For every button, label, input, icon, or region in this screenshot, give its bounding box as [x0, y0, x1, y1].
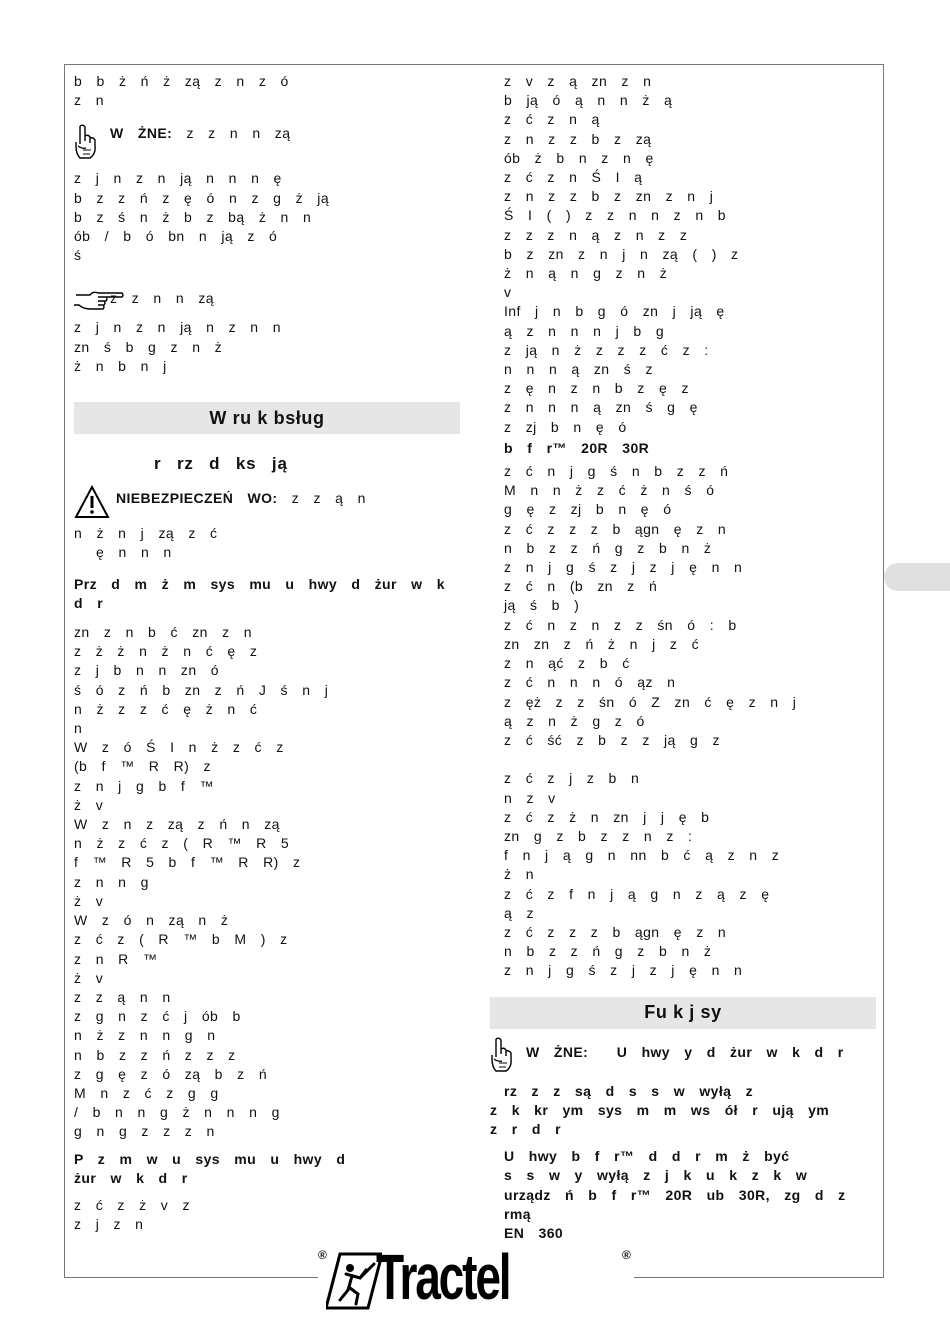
- body-line: f n j ą g n nn b ć ą z n z: [504, 847, 780, 864]
- body-line: W z n z zą z ń n zą: [74, 816, 280, 833]
- body-line: z ć n (b zn z ń: [504, 578, 658, 595]
- body-line: ż n ą n g z n ż: [504, 265, 668, 282]
- note-important-label: W ŻNE:: [526, 1043, 589, 1060]
- registered-mark: ®: [318, 1248, 327, 1262]
- danger-note: [74, 485, 460, 524]
- danger-line: n ż n j zą z ć: [74, 525, 218, 542]
- body-line: ą z n n n j b g: [504, 322, 665, 339]
- right-column: [490, 72, 876, 1243]
- pointing-finger-icon: [74, 124, 110, 169]
- body-line: (b f ™ R R) z: [74, 758, 211, 775]
- tractel-logo: [318, 1241, 634, 1313]
- body-line: n ż z n n g n: [74, 1027, 216, 1044]
- note-line: ś: [74, 247, 82, 264]
- body-line: n z v: [504, 789, 556, 806]
- body-line: b ją ó ą n n ż ą: [504, 92, 673, 109]
- body-line: / b n n g ż n n n g: [74, 1104, 280, 1121]
- body-line: z n R ™: [74, 950, 158, 967]
- body-line: g n g z z z n: [74, 1123, 215, 1140]
- bold-para: P z m w u sys mu u hwy d: [74, 1150, 346, 1167]
- body-line: z ć z z z b ągn ę z n: [504, 520, 727, 537]
- brand-name: Tractel: [376, 1241, 510, 1313]
- body-line: Inf j n b g ó zn j ją ę: [504, 303, 725, 320]
- note-important-label: W ŻNE:: [110, 125, 173, 142]
- intro-line-2: z n: [74, 92, 104, 109]
- body-line: n: [74, 720, 83, 737]
- note-line: ób / b ó bn n ją z ó: [74, 228, 278, 245]
- body-line: [504, 750, 876, 769]
- body-line: z n n g: [74, 873, 149, 890]
- body-line: z n j g ś z j z j ę n n: [504, 962, 743, 979]
- pointing-finger-icon: [490, 1037, 526, 1082]
- body-line: z ć n z n z z śn ó : b: [504, 616, 737, 633]
- body-line: z ć z ( R ™ b M ) z: [74, 931, 288, 948]
- body-line: z n z z b z zą: [504, 130, 652, 147]
- sub-heading: r rz d ks ją: [154, 454, 288, 474]
- body-line: ś ó z ń b zn z ń J ś n j: [74, 681, 329, 698]
- body-line: z ę n z n b z ę z: [504, 380, 689, 397]
- body-line: z ć z n ą: [504, 111, 600, 128]
- body-line: M n z ć z g g: [74, 1084, 219, 1101]
- body-text: [74, 623, 460, 1141]
- body-line: z g ę z ó zą b z ń: [74, 1065, 268, 1082]
- body-line: v: [504, 284, 512, 301]
- note-line: ż n b n j: [74, 357, 167, 374]
- side-tab: [884, 563, 950, 591]
- danger-label: NIEBEZPIECZEŃ WO:: [116, 490, 278, 507]
- body-line: W z ó n zą n ż: [74, 912, 229, 929]
- note-line: z k kr ym sys m m ws ół r ują ym: [490, 1101, 830, 1118]
- body-line: n b z z ń g z b n ż: [504, 539, 712, 556]
- danger-line: ę n n n: [96, 544, 172, 561]
- body-line: n b z z ń g z b n ż: [504, 943, 712, 960]
- bold-para: d r: [74, 594, 104, 611]
- body-line: z j z n: [74, 1216, 144, 1233]
- body-line: z ć z f n j ą g n z ą z ę: [504, 885, 770, 902]
- body-line: z ć z n Ś I ą: [504, 169, 643, 186]
- climber-icon: [326, 1252, 382, 1310]
- body-line: W z ó Ś I n ż z ć z: [74, 739, 284, 756]
- body-line: ż v: [74, 969, 104, 986]
- body-line: z n ąć z b ć: [504, 655, 630, 672]
- bold-line: U hwy b f r™ d d r m ż być: [504, 1148, 790, 1165]
- body-line: ą z n ż g z ó: [504, 712, 645, 729]
- body-text: [504, 462, 876, 980]
- bold-para: Prz d m ż m sys mu u hwy d żur w k: [74, 575, 445, 592]
- intro-line-1: b b ż ń ż zą z n z ó: [74, 73, 289, 89]
- body-line: zn g z b z z n z :: [504, 827, 693, 844]
- pointing-hand-icon: [74, 289, 110, 318]
- bold-line: EN 360: [504, 1224, 564, 1241]
- body-line: z n j g ś z j z j ę n n: [504, 559, 743, 576]
- body-line: z ć z j z b n: [504, 770, 640, 787]
- body-line: z ć z ż v z: [74, 1196, 190, 1213]
- note-hint: [74, 289, 460, 318]
- body-line: z n j g b f ™: [74, 777, 214, 794]
- body-line: n ż z z ć ę ż n ć: [74, 700, 258, 717]
- body-line: z ż ż n ż n ć ę z: [74, 643, 258, 660]
- body-line: z n n n ą zn ś g ę: [504, 399, 698, 416]
- body-line: z ć n n n ó ąz n: [504, 674, 676, 691]
- bold-line: urządz ń b f r™ 20R ub 30R, zg d z rmą: [504, 1186, 846, 1222]
- body-line: Ś I ( ) z z n n z n b: [504, 207, 726, 224]
- body-line: ą z: [504, 904, 534, 921]
- body-line: z z ą n n: [74, 988, 171, 1005]
- body-line: z ęż z z śn ó Z zn ć ę z n j: [504, 693, 797, 710]
- body-line: ż v: [74, 796, 104, 813]
- note-line: rz z z są d s s w wyłą z: [504, 1082, 753, 1099]
- body-line: z ć z z z b ągn ę z n: [504, 923, 727, 940]
- body-line: z j b n n zn ó: [74, 662, 219, 679]
- note-line: z z n n zą: [186, 125, 291, 142]
- note-line: U hwy y d żur w k d r: [616, 1043, 844, 1060]
- note-line: b z ś n ż b z bą ż n n: [74, 208, 312, 225]
- danger-line: z z ą n: [291, 490, 366, 507]
- note-line: z r d r: [490, 1120, 561, 1137]
- body-line: z g n z ć j ób b: [74, 1008, 241, 1025]
- body-line: ż n: [504, 866, 534, 883]
- section-heading: W ru k bsług: [74, 402, 460, 434]
- bold-para: żur w k d r: [74, 1169, 188, 1186]
- body-line: ją ś b ): [504, 597, 580, 614]
- bold-line: s s w y wyłą z j k u k z k w: [504, 1167, 808, 1184]
- body-line: z n z z b z zn z n j: [504, 188, 714, 205]
- body-line: z ć ść z b z z ją g z: [504, 731, 720, 748]
- body-line: f ™ R 5 b f ™ R R) z: [74, 854, 301, 871]
- final-bold-para: [504, 1147, 876, 1243]
- note-important-2: [490, 1037, 876, 1082]
- body-line: n b z z ń z z z: [74, 1046, 236, 1063]
- body-line: M n n ż z ć ż n ś ó: [504, 482, 715, 499]
- note-important: [74, 124, 460, 169]
- body-line: z z z n ą z n z z: [504, 226, 688, 243]
- product-subheading: b f r™ 20R 30R: [504, 439, 650, 456]
- body-line: z zj b n ę ó: [504, 418, 627, 435]
- body-line: z ją n ż z z z ć z :: [504, 341, 709, 358]
- body-line: zn zn z ń ż n j z ć: [504, 635, 699, 652]
- warning-icon: [74, 485, 116, 524]
- body-line: n n n ą zn ś z: [504, 361, 653, 378]
- body-line: n ż z ć z ( R ™ R 5: [74, 835, 290, 852]
- left-column: [74, 72, 460, 1234]
- body-line: ż v: [74, 892, 104, 909]
- note-line: z j n z n ją n z n n: [74, 319, 281, 336]
- body-line: b z zn z n j n zą ( ) z: [504, 245, 739, 262]
- body-line: g ę z zj b n ę ó: [504, 501, 672, 518]
- body-line: z ć n j g ś n b z z ń: [504, 463, 729, 480]
- registered-mark: ®: [622, 1248, 631, 1262]
- body-line: z ć z ż n zn j j ę b: [504, 808, 710, 825]
- note-line: z z n n zą: [110, 290, 214, 307]
- section-heading-2: Fu k j sy: [490, 997, 876, 1029]
- note-line: z j n z n ją n n n ę: [74, 170, 282, 187]
- body-line: z v z ą zn z n: [504, 73, 652, 89]
- note-line: b z z ń z ę ó n z g ż ją: [74, 189, 329, 206]
- body-line: ób ż b n z n ę: [504, 149, 654, 166]
- note-line: zn ś b g z n ż: [74, 338, 223, 355]
- body-line: zn z n b ć zn z n: [74, 624, 252, 641]
